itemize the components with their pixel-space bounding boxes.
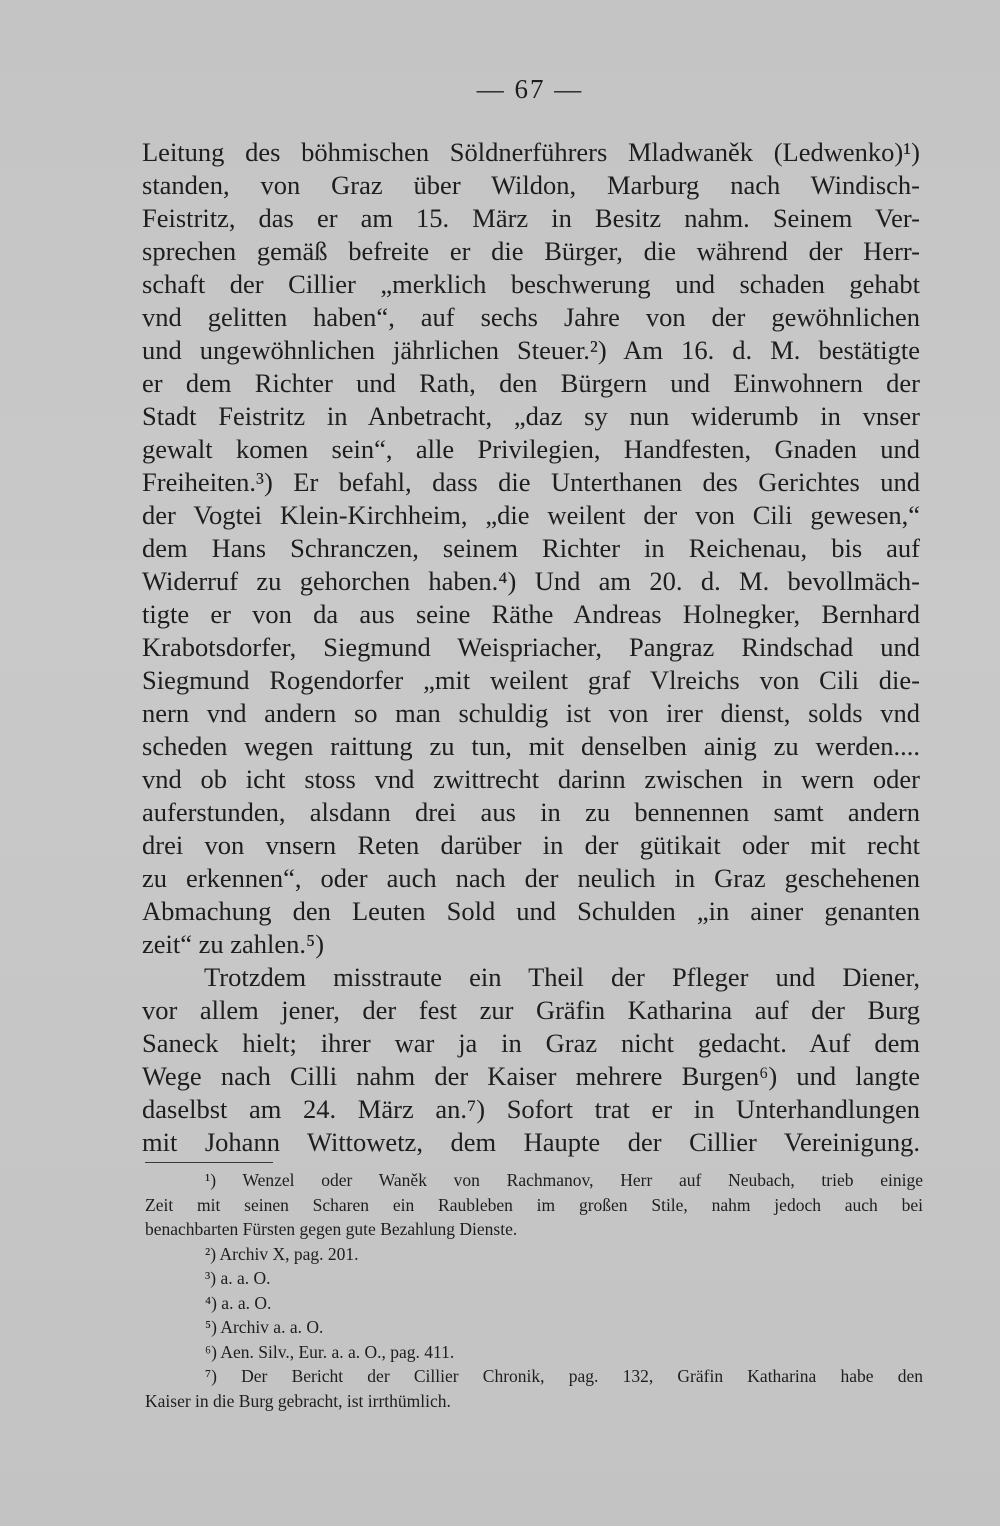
text-line: Stadt Feistritz in Anbetracht, „daz sy nun widerumb in vnser xyxy=(142,401,920,431)
text-line: daselbst am 24. März an.⁷) Sofort trat er in Unterhandlungen xyxy=(142,1094,920,1124)
text-line: und ungewöhnlichen jährlichen Steuer.²) Am 16. d. M. bestätigte xyxy=(142,335,920,365)
text-line: der Vogtei Klein-Kirchheim, „die weilent der von Cili gewesen,“ xyxy=(142,500,920,530)
text-line: zu erkennen“, oder auch nach der neulich in Graz geschehenen xyxy=(142,863,920,893)
footnote-7-line: Kaiser in die Burg gebracht, ist irrthümlich. xyxy=(145,1390,451,1411)
footnote-3: ³) a. a. O. xyxy=(205,1268,271,1288)
footnote-4: ⁴) a. a. O. xyxy=(205,1292,272,1313)
main-text xyxy=(142,136,920,1159)
footnote-1-line: Zeit mit seinen Scharen ein Raubleben im großen Stile, nahm jedoch auch bei xyxy=(145,1194,923,1215)
text-line: drei von vnsern Reten darüber in der gütikait oder mit recht xyxy=(142,830,920,860)
footnote-1-line: ¹) Wenzel oder Waněk von Rachmanov, Herr auf Neubach, trieb einige xyxy=(205,1170,923,1190)
footnote-1-line: benachbarten Fürsten gegen gute Bezahlung Dienste. xyxy=(145,1219,518,1239)
text-line: auferstunden, alsdann drei aus in zu bennennen samt andern xyxy=(142,797,920,827)
text-line: er dem Richter und Rath, den Bürgern und Einwohnern der xyxy=(142,368,920,398)
paragraph-end-line: zeit“ zu zahlen.⁵) xyxy=(142,929,325,959)
paragraph-start-line: Trotzdem misstraute ein Theil der Pfleger und Diener, xyxy=(204,962,920,992)
text-line: Freiheiten.³) Er befahl, dass die Unterthanen des Gerichtes und xyxy=(142,467,920,497)
text-line: dem Hans Schranczen, seinem Richter in Reichenau, bis auf xyxy=(142,533,920,563)
text-line: Krabotsdorfer, Siegmund Weispriacher, Pangraz Rindschad und xyxy=(142,632,920,662)
footnote-separator xyxy=(145,1162,273,1163)
text-line: mit Johann Wittowetz, dem Haupte der Cillier Vereinigung. xyxy=(142,1127,920,1157)
text-line: vnd gelitten haben“, auf sechs Jahre von der gewöhnlichen xyxy=(142,302,920,332)
text-line: Siegmund Rogendorfer „mit weilent graf Vlreichs von Cili die- xyxy=(142,665,920,695)
text-line: Wege nach Cilli nahm der Kaiser mehrere Burgen⁶) und langte xyxy=(142,1061,920,1091)
text-line: scheden wegen raittung zu tun, mit denselben ainig zu werden.... xyxy=(142,731,920,761)
text-line: Saneck hielt; ihrer war ja in Graz nicht gedacht. Auf dem xyxy=(142,1028,920,1058)
text-line: gewalt komen sein“, alle Privilegien, Handfesten, Gnaden und xyxy=(142,434,920,464)
text-line: vnd ob icht stoss vnd zwittrecht darinn zwischen in wern oder xyxy=(142,764,920,794)
text-line: Leitung des böhmischen Söldnerführers Mladwaněk (Ledwenko)¹) xyxy=(142,137,920,167)
footnote-7-line: ⁷) Der Bericht der Cillier Chronik, pag. 132, Gräfin Katharina habe den xyxy=(205,1366,923,1386)
footnote-6: ⁶) Aen. Silv., Eur. a. a. O., pag. 411. xyxy=(205,1341,455,1362)
footnote-5: ⁵) Archiv a. a. O. xyxy=(205,1317,324,1337)
page-number: — 67 — xyxy=(476,74,584,104)
footnote-2: ²) Archiv X, pag. 201. xyxy=(205,1243,359,1264)
text-line: schaft der Cillier „merklich beschwerung und schaden gehabt xyxy=(142,269,920,299)
text-line: Widerruf zu gehorchen haben.⁴) Und am 20. d. M. bevollmäch- xyxy=(142,566,920,596)
text-line: Feistritz, das er am 15. März in Besitz nahm. Seinem Ver- xyxy=(142,203,920,233)
footnotes xyxy=(145,1168,923,1413)
text-line: sprechen gemäß befreite er die Bürger, die während der Herr- xyxy=(142,236,920,266)
text-line: nern vnd andern so man schuldig ist von irer dienst, solds vnd xyxy=(142,698,920,728)
text-line: vor allem jener, der fest zur Gräfin Katharina auf der Burg xyxy=(142,995,920,1025)
text-line: standen, von Graz über Wildon, Marburg nach Windisch- xyxy=(142,170,920,200)
text-line: tigte er von da aus seine Räthe Andreas Holnegker, Bernhard xyxy=(142,599,920,629)
text-line: Abmachung den Leuten Sold und Schulden „in ainer genanten xyxy=(142,896,920,926)
